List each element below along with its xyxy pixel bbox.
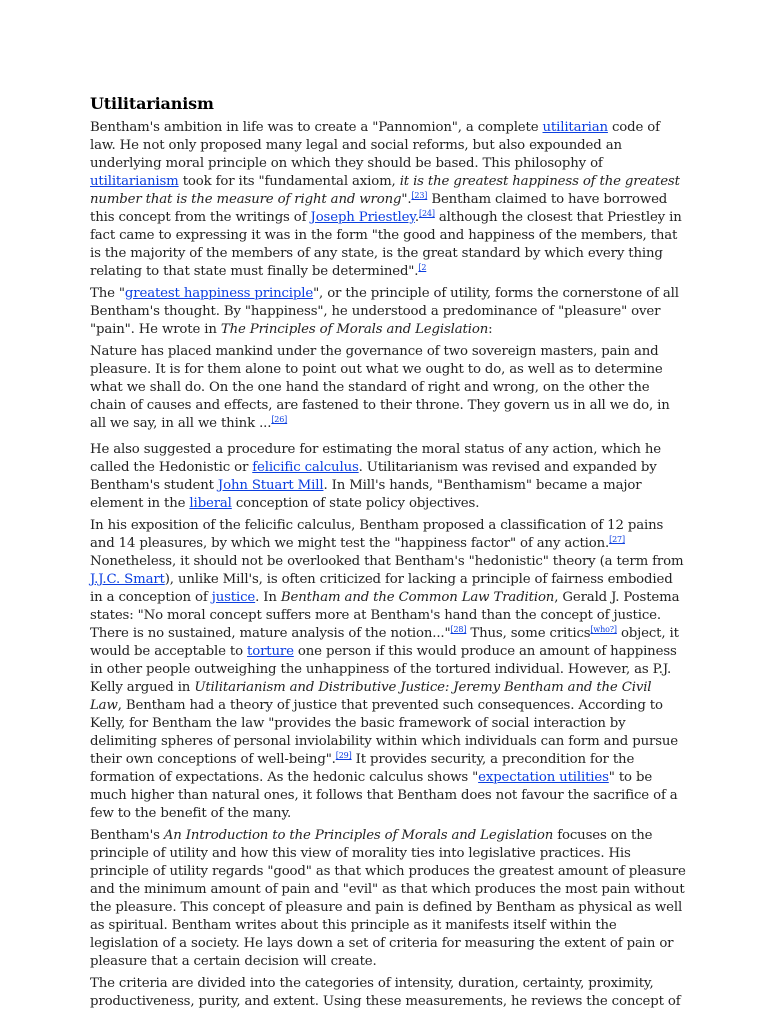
italic-axiom: it is the greatest happiness of the greatest number that is the measure of right and wrong xyxy=(90,174,680,207)
link-felicific-calculus[interactable]: felicific calculus xyxy=(252,460,359,475)
text: : xyxy=(488,322,493,337)
italic-book-title: Bentham and the Common Law Tradition xyxy=(280,590,555,605)
paragraph-introduction xyxy=(90,827,686,971)
citation-27[interactable]: [27] xyxy=(609,535,625,544)
text: took for its "fundamental axiom, xyxy=(178,174,400,189)
link-jjc-smart[interactable]: J.J.C. Smart xyxy=(90,572,165,587)
text: . In xyxy=(255,590,281,605)
text: one person if this would produce an amount of happiness in other people outweighing the unhappiness of the tortured individual. However, as P.J. Kelly argued in xyxy=(90,644,677,695)
text: Bentham claimed to have borrowed this concept from the writings of xyxy=(90,192,668,225)
citation-24[interactable]: [24] xyxy=(418,209,435,218)
citation-28[interactable]: [28] xyxy=(450,625,467,634)
text: In his exposition of the felicific calculus, Bentham proposed a classification of 12 pains and 14 pleasures, by which we might test the "happiness factor" of any action. xyxy=(90,518,664,551)
text: ". xyxy=(401,192,412,207)
italic-book-title: Utilitarianism and Distributive Justice: Jeremy Bentham and the Civil Law xyxy=(90,680,652,713)
italic-book-title: The Principles of Morals and Legislation xyxy=(220,322,489,337)
text: . In Mill's hands, "Benthamism" became a major element in the xyxy=(90,478,642,511)
text: although the closest that Priestley in fact came to expressing it was in the form "the good and happiness of the members, that is the majority of the members of any state, is the great standard by which every thing relating to that state must finally be determined". xyxy=(90,210,682,279)
text: . Utilitarianism was revised and expanded by Bentham's student xyxy=(90,460,657,493)
link-torture[interactable]: torture xyxy=(247,644,294,659)
text: code of law. He not only proposed many legal and social reforms, but also expounded an underlying moral principle on which they should be based. This philosophy of xyxy=(90,120,660,171)
section-heading: Utilitarianism xyxy=(90,94,214,113)
citation-who[interactable]: [who?] xyxy=(590,625,617,634)
text: He also suggested a procedure for estimating the moral status of any action, which he called the Hedonistic or xyxy=(90,442,662,475)
paragraph-pannomion xyxy=(90,119,686,281)
link-utilitarianism[interactable]: utilitarianism xyxy=(90,174,179,189)
block-quote xyxy=(90,343,686,433)
text: ", or the principle of utility, forms the cornerstone of all Bentham's thought. By "happiness", he understood a predominance of "pleasure" over "pain". He wrote in xyxy=(90,286,679,337)
text: , Gerald J. Postema states: "No moral concept suffers more at Bentham's hand than the concept of justice. There is no sustained, mature analysis of the notion..." xyxy=(90,590,680,641)
citation-25[interactable]: [2 xyxy=(418,263,427,272)
citation-26[interactable]: [26] xyxy=(271,415,288,424)
text: focuses on the principle of utility and how this view of morality ties into legislative practices. His principle of utility regards "good" as that which produces the greatest amount of pleasure and the minimum amount of pain and "evil" as that which produces the most pain without the pleasure. This concept of pleasure and pain is defined by Bentham as physical as well as spiritual. Bentham writes about this principle as it manifests itself within the legislation of a society. He lays down a set of criteria for measuring the extent of pain or pleasure that a certain decision will create. xyxy=(90,828,686,969)
citation-29[interactable]: [29] xyxy=(335,751,352,760)
paragraph-greatest-happiness xyxy=(90,285,686,339)
italic-book-title: An Introduction to the Principles of Morals and Legislation xyxy=(163,828,554,843)
text: object, it would be acceptable to xyxy=(90,626,679,659)
link-expectation-utilities[interactable]: expectation utilities xyxy=(478,770,609,785)
quote-text: Nature has placed mankind under the governance of two sovereign masters, pain and pleasure. It is for them alone to point out what we ought to do, as well as to determine what we shall do. On the one hand the standard of right and wrong, on the other the chain of causes and effects, are fastened to their throne. They govern us in all we do, in all we say, in all we think ... xyxy=(90,344,670,431)
citation-23[interactable]: [23] xyxy=(411,191,428,200)
paragraph-exposition xyxy=(90,517,686,823)
text: , Bentham had a theory of justice that prevented such consequences. According to Kelly, for Bentham the law "provides the basic framework of social interaction by delimiting spheres of personal inviolability within which individuals can form and pursue their own conceptions of well-being". xyxy=(90,698,679,767)
text: Nonetheless, it should not be overlooked that Bentham's "hedonistic" theory (a term from xyxy=(90,554,684,569)
text: Bentham's ambition in life was to create a "Pannomion", a complete xyxy=(90,120,543,135)
text: The " xyxy=(90,286,125,301)
text: Bentham's xyxy=(90,828,164,843)
text: It provides security, a precondition for the formation of expectations. As the hedonic calculus shows " xyxy=(90,752,635,785)
text: " to be much higher than natural ones, it follows that Bentham does not favour the sacrifice of a few to the benefit of the many. xyxy=(90,770,678,821)
link-greatest-happiness-principle[interactable]: greatest happiness principle xyxy=(124,286,314,301)
text: The criteria are divided into the categories of intensity, duration, certainty, proximity, productiveness, purity, and extent. Using these measurements, he reviews the concept of xyxy=(90,976,681,1009)
link-john-stuart-mill[interactable]: John Stuart Mill xyxy=(217,478,324,493)
link-joseph-priestley[interactable]: Joseph Priestley xyxy=(310,210,415,225)
link-justice[interactable]: justice xyxy=(211,590,256,605)
text: ), unlike Mill's, is often criticized for lacking a principle of fairness embodied in a conception of xyxy=(90,572,673,605)
link-liberal[interactable]: liberal xyxy=(189,496,232,511)
article-body xyxy=(90,93,686,1011)
link-utilitarian[interactable]: utilitarian xyxy=(542,120,608,135)
text: conception of state policy objectives. xyxy=(231,496,480,511)
paragraph-criteria xyxy=(90,975,686,1011)
text: Thus, some critics xyxy=(466,626,591,641)
paragraph-felicific xyxy=(90,441,686,513)
text: . xyxy=(414,210,419,225)
